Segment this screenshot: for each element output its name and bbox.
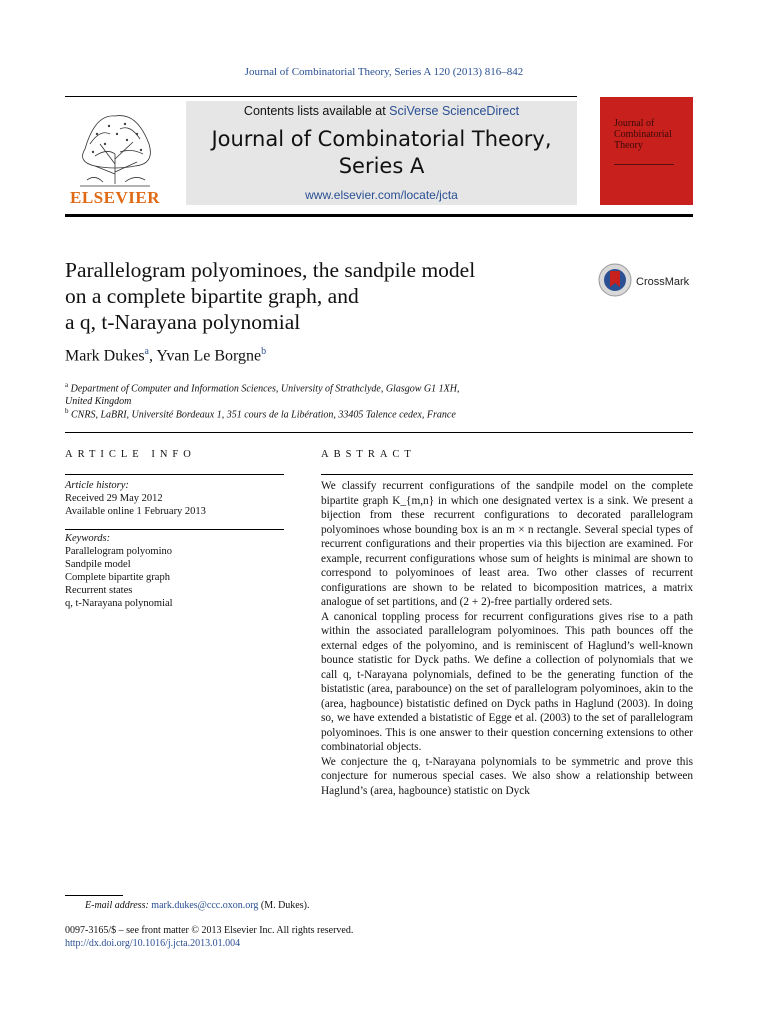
affiliation-marker[interactable]: b bbox=[261, 346, 267, 357]
contents-availability bbox=[186, 104, 577, 118]
cover-title: Journal of Combinatorial Theory bbox=[614, 118, 672, 151]
abstract-paragraph: A canonical toppling process for recurrent configurations gives rise to a path within the associated parallelogram polyominoes. This path bounces off the external edges of the polyomino, and is reminiscent of Haglund’s well-known bounce statistic for Dyck paths. We define a collection of polynomials that we call q, t-Narayana polynomials, defined to be the generating function of the bistatistic (area, parabounce) on the set of parallelogram polyominoes, akin to the (area, hagbounce) bistatistic defined on Dyck paths in Haglund (2003). In doing so, we have extended a bistatistic of Egge et al. (2003) to the set of parallelogram polyominoes. This is one answer to their question concerning extensions to other combinatorial objects. bbox=[321, 610, 693, 753]
abstract-rule bbox=[321, 474, 693, 475]
doi-link[interactable]: http://dx.doi.org/10.1016/j.jcta.2013.01.004 bbox=[65, 938, 241, 949]
journal-reference[interactable]: Journal of Combinatorial Theory, Series A 120 (2013) 816–842 bbox=[244, 66, 524, 78]
keyword-item: q, t-Narayana polynomial bbox=[65, 598, 173, 609]
abstract-paragraph: We classify recurrent configurations of the sandpile model on the complete bipartite graph K_{m,n} in which one designated vertex is a sink. We present a bijection from these recurrent configurations to decorated parallelogram polyominoes whose bounding box is an m × n rectangle. Several special types of recurrent configurations and their properties via this bijection are examined. For example, recurrent configurations whose sum of heights is minimal are shown to correspond to polyominoes of least area. Two other classes of recurrent configurations are shown to be related to bicomposition matrices, a matrix analogue of set partitions, and (2 + 2)-free partially ordered sets. bbox=[321, 480, 693, 608]
email-link[interactable]: mark.dukes@ccc.oxon.org bbox=[151, 900, 259, 911]
crossmark-badge[interactable] bbox=[598, 263, 693, 297]
available-date: Available online 1 February 2013 bbox=[65, 506, 206, 517]
keywords-rule bbox=[65, 529, 284, 530]
keyword-item: Sandpile model bbox=[65, 559, 131, 570]
affiliation-a bbox=[65, 379, 535, 408]
affiliation-text: United Kingdom bbox=[65, 396, 132, 408]
affiliation-b bbox=[65, 405, 535, 421]
author-separator: , bbox=[149, 347, 157, 365]
author-name: Mark Dukes bbox=[65, 347, 145, 365]
keyword-item: Parallelogram polyomino bbox=[65, 546, 173, 557]
keyword-item: Complete bipartite graph bbox=[65, 572, 170, 583]
affiliation-text: CNRS, LaBRI, Université Bordeaux 1, 351 cours de la Libération, 33405 Talence cedex, France bbox=[71, 409, 456, 421]
affiliation-text: Department of Computer and Information Sciences, University of Strathclyde, Glasgow G1 1XH, bbox=[70, 383, 460, 395]
email-suffix: (M. Dukes). bbox=[260, 900, 310, 911]
footnote-rule bbox=[65, 895, 123, 896]
article-info-heading: ARTICLE INFO bbox=[65, 449, 196, 460]
email-label: E-mail address: bbox=[85, 900, 149, 911]
author-list bbox=[65, 346, 266, 365]
journal-title-line2: Series A bbox=[338, 154, 425, 178]
affiliation-marker[interactable]: a bbox=[144, 346, 149, 357]
author-name: Yvan Le Borgne bbox=[156, 347, 262, 365]
paper-title bbox=[65, 257, 585, 335]
keywords-block bbox=[65, 532, 284, 610]
copyright-line: 0097-3165/$ – see front matter © 2013 Elsevier Inc. All rights reserved. bbox=[65, 925, 354, 936]
copyright-block bbox=[65, 924, 353, 950]
cover-divider bbox=[614, 164, 674, 165]
sciencedirect-link[interactable]: SciVerse ScienceDirect bbox=[389, 104, 520, 118]
affiliation-label: b bbox=[65, 407, 69, 415]
keywords-label: Keywords: bbox=[65, 533, 111, 544]
keyword-item: Recurrent states bbox=[65, 585, 133, 596]
history-label: Article history: bbox=[65, 480, 129, 491]
abstract-body bbox=[321, 479, 693, 798]
journal-title bbox=[186, 126, 577, 180]
header-rule bbox=[65, 96, 577, 97]
contents-prefix: Contents lists available at bbox=[243, 104, 390, 118]
email-footnote bbox=[85, 900, 309, 911]
header-thick-rule bbox=[65, 214, 693, 217]
info-rule bbox=[65, 474, 284, 475]
journal-title-line1: Journal of Combinatorial Theory, bbox=[211, 127, 552, 151]
paper-title-line2: on a complete bipartite graph, and bbox=[65, 284, 359, 308]
affiliation-label: a bbox=[65, 381, 69, 389]
paper-title-line3: a q, t-Narayana polynomial bbox=[65, 310, 301, 334]
abstract-paragraph: We conjecture the q, t-Narayana polynomials to be symmetric and prove this conjecture for numerous special cases. We also show a relationship between Haglund’s (area, hagbounce) statistic on Dyck bbox=[321, 755, 693, 797]
article-history bbox=[65, 479, 284, 518]
elsevier-wordmark: ELSEVIER bbox=[70, 188, 160, 207]
section-rule bbox=[65, 432, 693, 433]
crossmark-label: CrossMark bbox=[636, 276, 690, 288]
abstract-heading: ABSTRACT bbox=[321, 449, 416, 460]
paper-title-line1: Parallelogram polyominoes, the sandpile model bbox=[65, 258, 476, 282]
journal-cover-image bbox=[600, 97, 693, 205]
journal-url-link[interactable]: www.elsevier.com/locate/jcta bbox=[305, 188, 458, 202]
received-date: Received 29 May 2012 bbox=[65, 493, 163, 504]
